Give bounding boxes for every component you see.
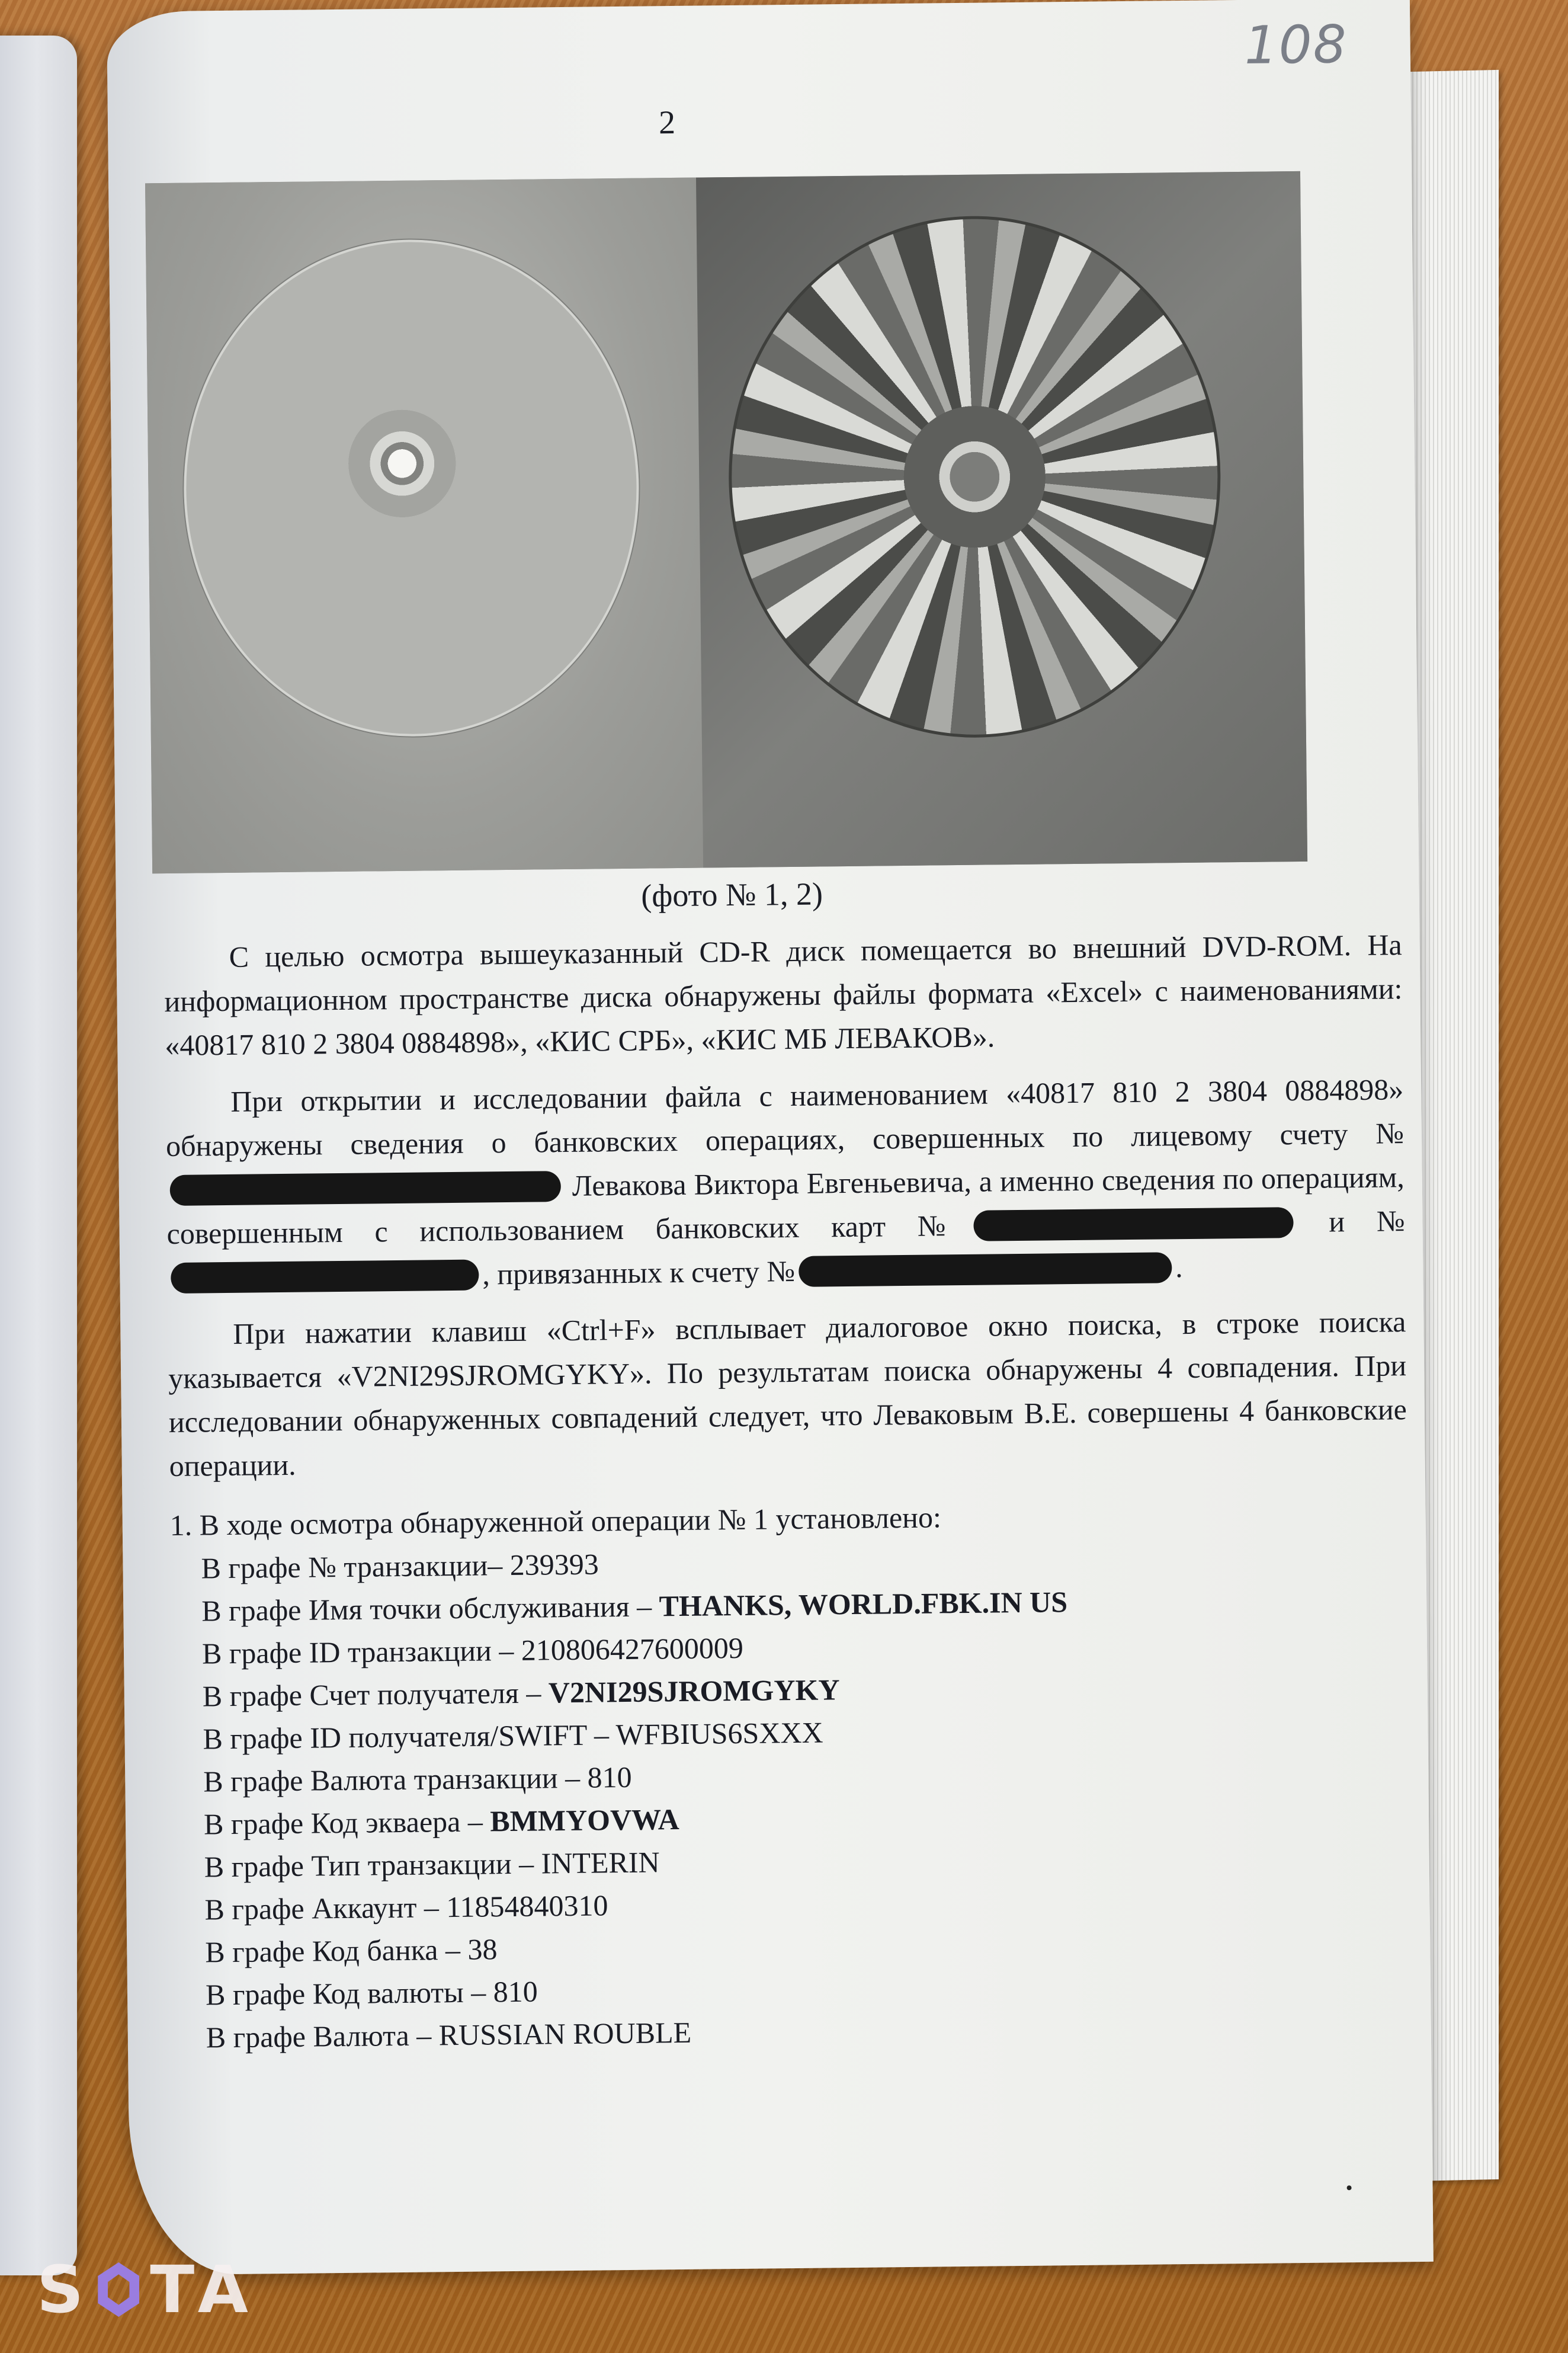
page-number: 2 — [658, 104, 676, 142]
handwritten-sheet-number: 108 — [1244, 14, 1348, 76]
disc-icon — [181, 238, 642, 739]
previous-page-edge — [0, 36, 77, 2275]
redacted-card-number-2 — [171, 1260, 479, 1294]
paragraph-disc-inspection: С целью осмотра вышеуказанный CD-R диск помещается во внешний DVD-ROM. На информационном пространстве диска обнаружены файлы формата «Excel» с наименованиями: «40817 810 2 3804 0884898», «КИС СРБ», «КИС МБ ЛЕВАКОВ». — [164, 928, 1403, 1062]
field-label: В графе ID получателя/SWIFT – — [203, 1718, 616, 1756]
hexagon-logo-icon — [98, 2262, 139, 2317]
field-value: INTERIN — [541, 1845, 660, 1880]
field-value: 210806427600009 — [521, 1631, 744, 1667]
operation-number: 1. — [169, 1508, 193, 1542]
photo-caption: (фото № 1, 2) — [641, 876, 823, 914]
watermark-text-start: S — [37, 2252, 92, 2328]
disc-icon — [726, 213, 1223, 740]
field-label: В графе Код банка – — [205, 1932, 468, 1969]
evidence-photos — [145, 171, 1307, 873]
field-label: В графе Код валюты – — [205, 1975, 493, 2012]
field-value: BMMYOVWA — [489, 1803, 679, 1838]
field-label: В графе Счет получателя – — [202, 1676, 549, 1713]
field-label: В графе Код экваера – — [203, 1804, 490, 1841]
field-label: В графе Валюта транзакции – — [203, 1760, 588, 1798]
redacted-account-number — [170, 1171, 562, 1206]
print-speck — [1347, 2185, 1352, 2190]
field-label: В графе № транзакции– — [201, 1548, 511, 1585]
paragraph-text: . — [1175, 1250, 1183, 1284]
field-value: THANKS, WORLD.FBK.IN US — [659, 1585, 1068, 1623]
field-value: V2NI29SJROMGYKY — [548, 1673, 840, 1709]
field-label: В графе Тип транзакции – — [204, 1846, 541, 1884]
paragraph-text: Левакова Виктора Евгеньевича, а именно сведения по операциям, совершенным с использованием банковских карт № — [166, 1160, 1405, 1251]
sota-watermark-logo — [37, 2252, 256, 2328]
field-value: 239393 — [509, 1547, 599, 1582]
watermark-text-end: TA — [150, 2252, 256, 2328]
paragraph-search-results: При нажатии клавиш «Ctrl+F» всплывает диалоговое окно поиска, в строке поиска указывается «V2NI29SJROMGYKY». По результатам поиска обнаружены 4 совпадения. При исследовании обнаруженных совпадений следует, что Леваковым В.Е. совершены 4 банковские операции. — [168, 1305, 1407, 1483]
paragraph-file-findings — [165, 1067, 1406, 1299]
photo-disc-data-side — [696, 171, 1307, 868]
field-label: В графе Валюта – — [206, 2018, 439, 2054]
paragraph-text: При открытии и исследовании файла с наименованием «40817 810 2 3804 0884898» обнаружены сведения о банковских операциях, совершенных по лицевому счету № — [165, 1073, 1405, 1163]
paragraph-text: , привязанных к счету № — [482, 1254, 796, 1291]
field-label: В графе ID транзакции – — [201, 1633, 522, 1670]
operation-1-section — [169, 1490, 1413, 2059]
operation-1-fields — [201, 1534, 1413, 2059]
paragraph-text: и № — [1329, 1204, 1405, 1238]
operation-header-text: В ходе осмотра обнаруженной операции № 1 установлено: — [199, 1500, 942, 1542]
field-value: 810 — [493, 1974, 538, 2009]
field-label: В графе Имя точки обслуживания – — [201, 1589, 659, 1628]
field-value: 38 — [467, 1932, 498, 1966]
redacted-linked-account — [799, 1252, 1172, 1287]
document-page — [107, 0, 1434, 2275]
redacted-card-number-1 — [973, 1207, 1294, 1241]
photo-disc-label-side — [145, 178, 703, 874]
field-value: WFBIUS6SXXX — [615, 1715, 823, 1752]
field-value: RUSSIAN ROUBLE — [438, 2015, 692, 2052]
document-body — [163, 923, 1413, 2059]
field-value: 11854840310 — [446, 1888, 608, 1924]
field-value: 810 — [587, 1760, 632, 1794]
field-label: В графе Аккаунт – — [204, 1890, 447, 1926]
